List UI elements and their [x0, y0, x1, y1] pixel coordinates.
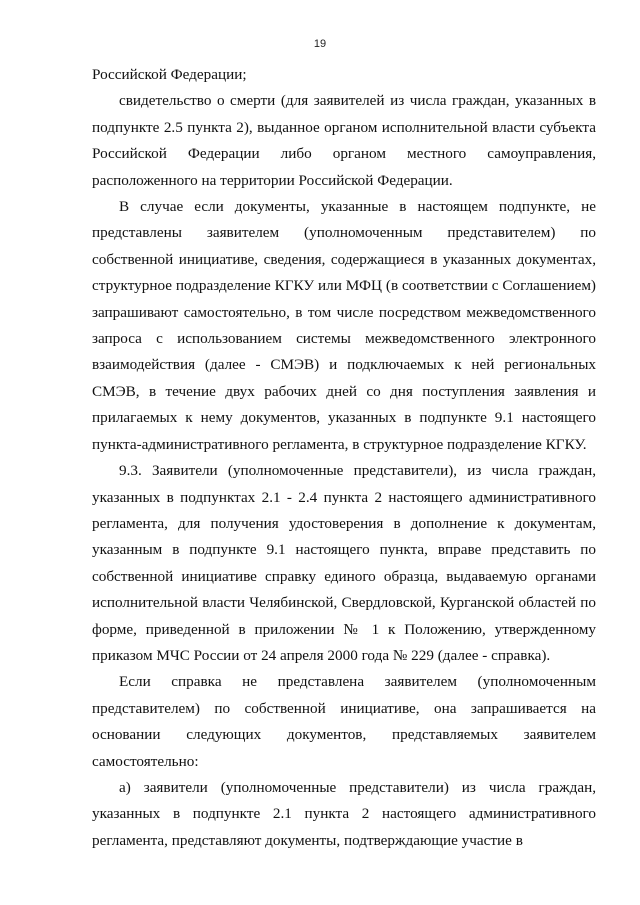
paragraph-continuation: Российской Федерации; [92, 66, 247, 83]
document-body [92, 62, 596, 854]
paragraph-item-a: а) заявители (уполномоченные представители) из числа граждан, указанных в подпункте 2.1 пункта 2 настоящего административного регламента, представляют документы, подтверждающие участие в [92, 778, 596, 849]
page-number: 19 [313, 38, 327, 50]
paragraph-interagency-request: В случае если документы, указанные в настоящем подпункте, не представлены заявителем (уполномоченным представителем) по собственной инициативе, сведения, содержащиеся в указанных документах, структурное подразделение КГКУ или МФЦ (в соответствии с Соглашением) запрашивают самостоятельно, в том числе посредством межведомственного запроса с использованием системы межведомственного электронного взаимодействия (далее - СМЭВ) и подключаемых к ней региональных СМЭВ, в течение двух рабочих дней со дня поступления заявления и прилагаемых к нему документов, указанных в подпункте 9.1 настоящего пункта-административного регламента, в структурное подразделение КГКУ. [92, 198, 596, 453]
paragraph-death-certificate: свидетельство о смерти (для заявителей из числа граждан, указанных в подпункте 2.5 пункта 2), выданное органом исполнительной власти субъекта Российской Федерации либо органом местного самоуправления, расположенного на территории Российской Федерации. [92, 92, 596, 189]
paragraph-9-3: 9.3. Заявители (уполномоченные представители), из числа граждан, указанных в подпунктах 2.1 - 2.4 пункта 2 настоящего административного регламента, для получения удостоверения в дополнение к документам, указанным в подпункте 9.1 настоящего пункта, вправе представить по собственной инициативе справку единого образца, выдаваемую органами исполнительной власти Челябинской, Свердловской, Курганской областей по форме, приведенной в приложении № 1 к Положению, утвержденному приказом МЧС России от 24 апреля 2000 года № 229 (далее - справка). [92, 462, 596, 664]
paragraph-if-certificate-missing: Если справка не представлена заявителем (уполномоченным представителем) по собственной инициативе, она запрашивается на основании следующих документов, представляемых заявителем самостоятельно: [92, 673, 596, 770]
